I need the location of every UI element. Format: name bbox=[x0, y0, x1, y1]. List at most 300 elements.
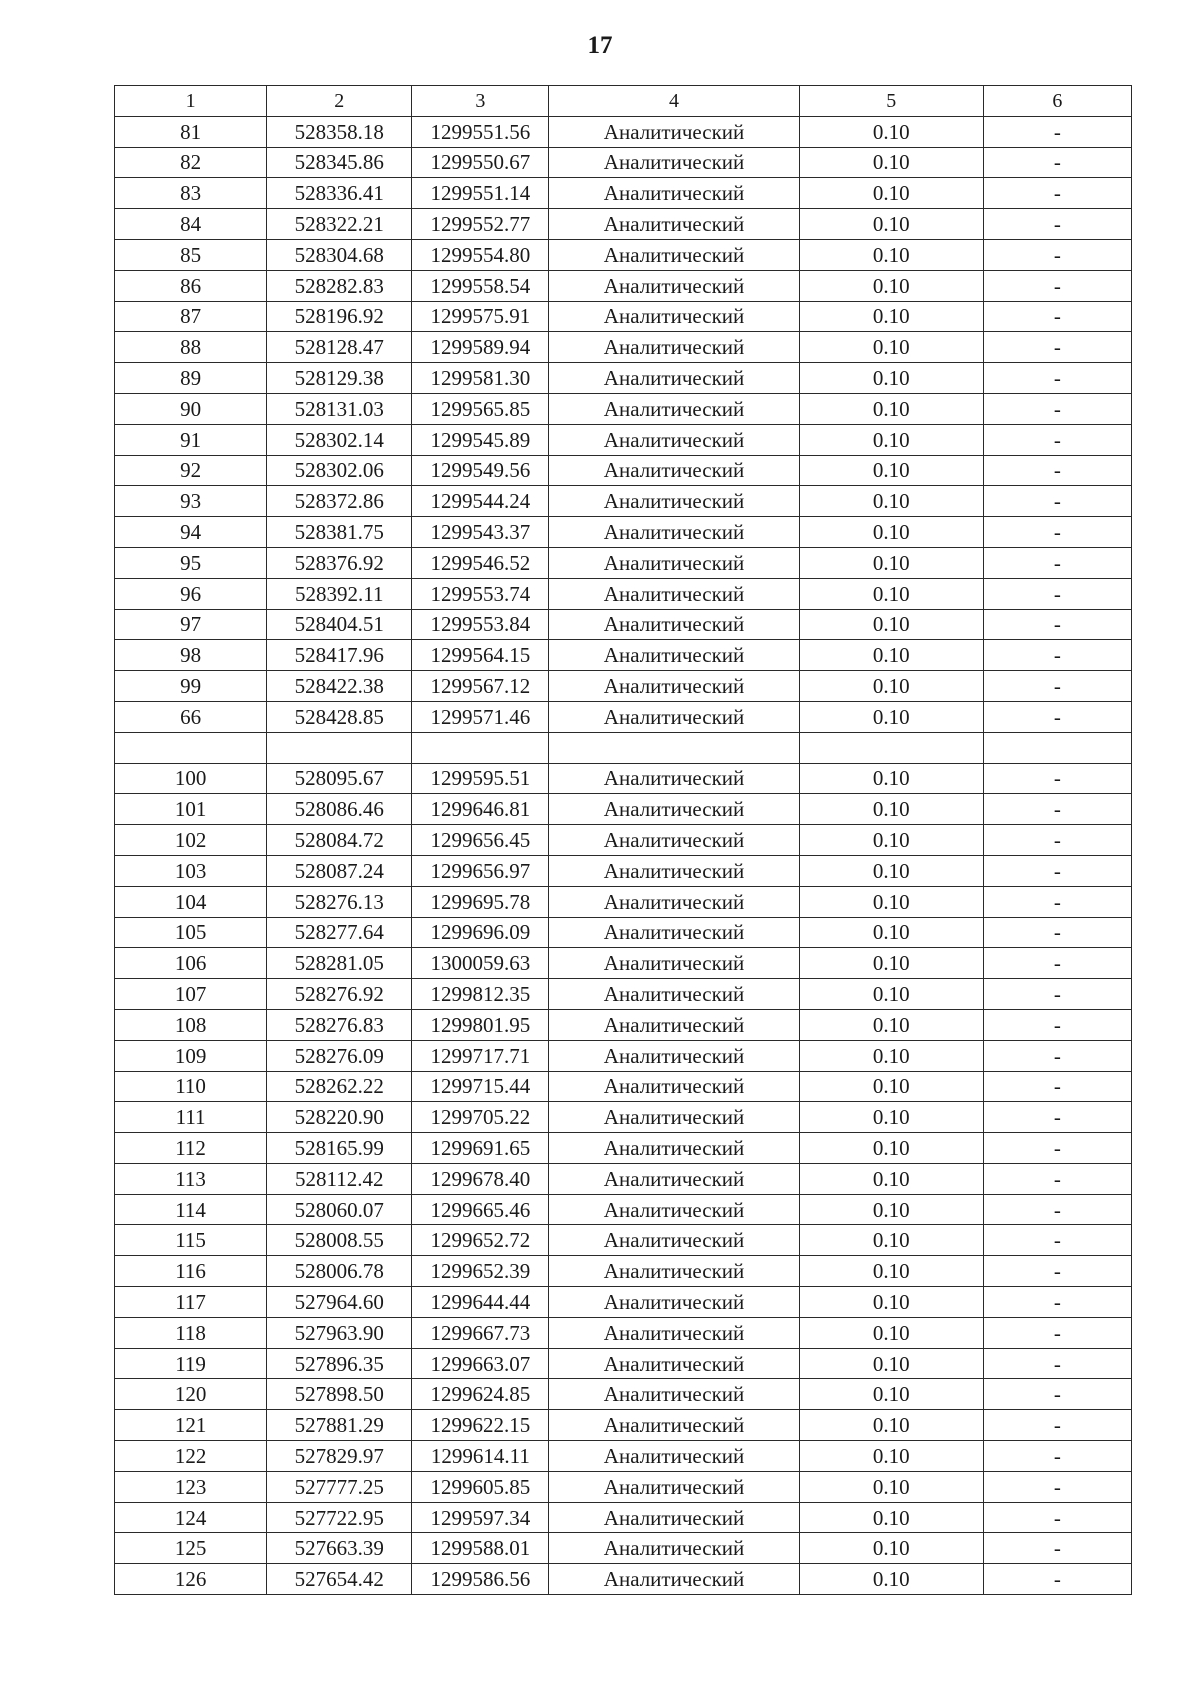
table-row bbox=[115, 1287, 1132, 1318]
note-cell: - bbox=[983, 393, 1131, 424]
table-row bbox=[115, 1502, 1132, 1533]
note-cell: - bbox=[983, 116, 1131, 147]
point-number-cell: 99 bbox=[115, 671, 267, 702]
note-cell: - bbox=[983, 1287, 1131, 1318]
table-row bbox=[115, 825, 1132, 856]
table-row bbox=[115, 1441, 1132, 1472]
table-row bbox=[115, 640, 1132, 671]
accuracy-cell: 0.10 bbox=[799, 301, 983, 332]
note-cell: - bbox=[983, 178, 1131, 209]
point-number-cell: 107 bbox=[115, 979, 267, 1010]
point-number-cell: 121 bbox=[115, 1410, 267, 1441]
point-number-cell: 82 bbox=[115, 147, 267, 178]
method-cell: Аналитический bbox=[549, 301, 799, 332]
table-row bbox=[115, 363, 1132, 394]
x-coordinate-cell: 528276.92 bbox=[267, 979, 412, 1010]
x-coordinate-cell: 527829.97 bbox=[267, 1441, 412, 1472]
note-cell: - bbox=[983, 1071, 1131, 1102]
note-cell: - bbox=[983, 1502, 1131, 1533]
table-row bbox=[115, 1071, 1132, 1102]
y-coordinate-cell: 1299663.07 bbox=[412, 1348, 549, 1379]
accuracy-cell: 0.10 bbox=[799, 1163, 983, 1194]
method-cell: Аналитический bbox=[549, 825, 799, 856]
method-cell: Аналитический bbox=[549, 1287, 799, 1318]
method-cell: Аналитический bbox=[549, 1379, 799, 1410]
accuracy-cell: 0.10 bbox=[799, 1564, 983, 1595]
accuracy-cell: 0.10 bbox=[799, 1225, 983, 1256]
x-coordinate-cell: 528008.55 bbox=[267, 1225, 412, 1256]
table-row bbox=[115, 609, 1132, 640]
y-coordinate-cell: 1299595.51 bbox=[412, 763, 549, 794]
point-number-cell: 94 bbox=[115, 517, 267, 548]
note-cell: - bbox=[983, 1348, 1131, 1379]
note-cell: - bbox=[983, 640, 1131, 671]
point-number-cell: 102 bbox=[115, 825, 267, 856]
x-coordinate-cell: 528336.41 bbox=[267, 178, 412, 209]
note-cell: - bbox=[983, 917, 1131, 948]
table-row bbox=[115, 1225, 1132, 1256]
note-cell: - bbox=[983, 517, 1131, 548]
x-coordinate-cell: 528422.38 bbox=[267, 671, 412, 702]
method-cell: Аналитический bbox=[549, 948, 799, 979]
y-coordinate-cell: 1299691.65 bbox=[412, 1133, 549, 1164]
y-coordinate-cell: 1299545.89 bbox=[412, 424, 549, 455]
y-coordinate-cell: 1299565.85 bbox=[412, 393, 549, 424]
point-number-cell: 116 bbox=[115, 1256, 267, 1287]
note-cell: - bbox=[983, 147, 1131, 178]
accuracy-cell: 0.10 bbox=[799, 1102, 983, 1133]
note-cell: - bbox=[983, 979, 1131, 1010]
note-cell: - bbox=[983, 609, 1131, 640]
method-cell: Аналитический bbox=[549, 1317, 799, 1348]
x-coordinate-cell: 527722.95 bbox=[267, 1502, 412, 1533]
method-cell: Аналитический bbox=[549, 1348, 799, 1379]
point-number-cell: 111 bbox=[115, 1102, 267, 1133]
x-coordinate-cell: 527963.90 bbox=[267, 1317, 412, 1348]
y-coordinate-cell: 1299678.40 bbox=[412, 1163, 549, 1194]
x-coordinate-cell: 528262.22 bbox=[267, 1071, 412, 1102]
table-row bbox=[115, 1102, 1132, 1133]
note-cell: - bbox=[983, 1317, 1131, 1348]
point-number-cell: 91 bbox=[115, 424, 267, 455]
point-number-cell: 115 bbox=[115, 1225, 267, 1256]
point-number-cell: 97 bbox=[115, 609, 267, 640]
column-header-1: 1 bbox=[115, 86, 267, 117]
y-coordinate-cell: 1299564.15 bbox=[412, 640, 549, 671]
page-number: 17 bbox=[587, 32, 613, 59]
point-number-cell: 85 bbox=[115, 239, 267, 270]
table-row bbox=[115, 1410, 1132, 1441]
table-row bbox=[115, 1533, 1132, 1564]
note-cell: - bbox=[983, 701, 1131, 732]
table-row bbox=[115, 917, 1132, 948]
method-cell: Аналитический bbox=[549, 855, 799, 886]
method-cell: Аналитический bbox=[549, 270, 799, 301]
table-row bbox=[115, 886, 1132, 917]
x-coordinate-cell: 528358.18 bbox=[267, 116, 412, 147]
y-coordinate-cell: 1299646.81 bbox=[412, 794, 549, 825]
y-coordinate-cell: 1299551.14 bbox=[412, 178, 549, 209]
table-row bbox=[115, 301, 1132, 332]
point-number-cell: 66 bbox=[115, 701, 267, 732]
method-cell: Аналитический bbox=[549, 671, 799, 702]
table-row bbox=[115, 547, 1132, 578]
note-cell: - bbox=[983, 1133, 1131, 1164]
x-coordinate-cell: 528276.09 bbox=[267, 1040, 412, 1071]
column-header-6: 6 bbox=[983, 86, 1131, 117]
note-cell: - bbox=[983, 825, 1131, 856]
point-number-cell: 87 bbox=[115, 301, 267, 332]
note-cell: - bbox=[983, 1379, 1131, 1410]
accuracy-cell: 0.10 bbox=[799, 1256, 983, 1287]
table-body bbox=[115, 116, 1132, 1594]
accuracy-cell: 0.10 bbox=[799, 455, 983, 486]
method-cell: Аналитический bbox=[549, 701, 799, 732]
column-header-4: 4 bbox=[549, 86, 799, 117]
accuracy-cell: 0.10 bbox=[799, 794, 983, 825]
y-coordinate-cell: 1299696.09 bbox=[412, 917, 549, 948]
accuracy-cell: 0.10 bbox=[799, 517, 983, 548]
point-number-cell: 83 bbox=[115, 178, 267, 209]
y-coordinate-cell: 1299546.52 bbox=[412, 547, 549, 578]
table-row bbox=[115, 270, 1132, 301]
note-cell: - bbox=[983, 1225, 1131, 1256]
accuracy-cell: 0.10 bbox=[799, 209, 983, 240]
accuracy-cell: 0.10 bbox=[799, 270, 983, 301]
x-coordinate-cell: 528196.92 bbox=[267, 301, 412, 332]
accuracy-cell: 0.10 bbox=[799, 1133, 983, 1164]
accuracy-cell: 0.10 bbox=[799, 363, 983, 394]
table-row bbox=[115, 1317, 1132, 1348]
point-number-cell: 109 bbox=[115, 1040, 267, 1071]
y-coordinate-cell: 1299589.94 bbox=[412, 332, 549, 363]
note-cell: - bbox=[983, 239, 1131, 270]
accuracy-cell: 0.10 bbox=[799, 979, 983, 1010]
table-row bbox=[115, 979, 1132, 1010]
method-cell: Аналитический bbox=[549, 1225, 799, 1256]
header-row bbox=[115, 86, 1132, 117]
accuracy-cell: 0.10 bbox=[799, 486, 983, 517]
table-row bbox=[115, 732, 1132, 763]
x-coordinate-cell: 527964.60 bbox=[267, 1287, 412, 1318]
accuracy-cell: 0.10 bbox=[799, 116, 983, 147]
accuracy-cell: 0.10 bbox=[799, 1379, 983, 1410]
accuracy-cell: 0.10 bbox=[799, 332, 983, 363]
table-row bbox=[115, 424, 1132, 455]
method-cell: Аналитический bbox=[549, 393, 799, 424]
table-row bbox=[115, 1194, 1132, 1225]
note-cell: - bbox=[983, 886, 1131, 917]
x-coordinate-cell: 528282.83 bbox=[267, 270, 412, 301]
point-number-cell: 125 bbox=[115, 1533, 267, 1564]
note-cell: - bbox=[983, 1163, 1131, 1194]
y-coordinate-cell: 1299665.46 bbox=[412, 1194, 549, 1225]
accuracy-cell: 0.10 bbox=[799, 1040, 983, 1071]
method-cell: Аналитический bbox=[549, 1533, 799, 1564]
accuracy-cell: 0.10 bbox=[799, 1441, 983, 1472]
method-cell: Аналитический bbox=[549, 1009, 799, 1040]
point-number-cell: 124 bbox=[115, 1502, 267, 1533]
y-coordinate-cell: 1299597.34 bbox=[412, 1502, 549, 1533]
accuracy-cell: 0.10 bbox=[799, 1009, 983, 1040]
accuracy-cell: 0.10 bbox=[799, 578, 983, 609]
coordinates-table-container bbox=[114, 85, 1132, 1595]
method-cell: Аналитический bbox=[549, 1102, 799, 1133]
accuracy-cell: 0.10 bbox=[799, 1502, 983, 1533]
method-cell: Аналитический bbox=[549, 1040, 799, 1071]
x-coordinate-cell: 528322.21 bbox=[267, 209, 412, 240]
x-coordinate-cell: 528376.92 bbox=[267, 547, 412, 578]
note-cell: - bbox=[983, 209, 1131, 240]
x-coordinate-cell: 528112.42 bbox=[267, 1163, 412, 1194]
y-coordinate-cell: 1299554.80 bbox=[412, 239, 549, 270]
point-number-cell: 114 bbox=[115, 1194, 267, 1225]
column-header-2: 2 bbox=[267, 86, 412, 117]
note-cell: - bbox=[983, 1471, 1131, 1502]
accuracy-cell: 0.10 bbox=[799, 1410, 983, 1441]
y-coordinate-cell: 1299812.35 bbox=[412, 979, 549, 1010]
accuracy-cell: 0.10 bbox=[799, 1348, 983, 1379]
x-coordinate-cell: 528131.03 bbox=[267, 393, 412, 424]
x-coordinate-cell: 528277.64 bbox=[267, 917, 412, 948]
note-cell: - bbox=[983, 424, 1131, 455]
accuracy-cell: 0.10 bbox=[799, 640, 983, 671]
method-cell: Аналитический bbox=[549, 1502, 799, 1533]
y-coordinate-cell: 1299717.71 bbox=[412, 1040, 549, 1071]
point-number-cell: 120 bbox=[115, 1379, 267, 1410]
point-number-cell: 123 bbox=[115, 1471, 267, 1502]
y-coordinate-cell: 1299656.45 bbox=[412, 825, 549, 856]
y-coordinate-cell: 1299652.72 bbox=[412, 1225, 549, 1256]
note-cell: - bbox=[983, 1102, 1131, 1133]
note-cell bbox=[983, 732, 1131, 763]
note-cell: - bbox=[983, 363, 1131, 394]
table-row bbox=[115, 1163, 1132, 1194]
method-cell bbox=[549, 732, 799, 763]
point-number-cell: 98 bbox=[115, 640, 267, 671]
point-number-cell: 104 bbox=[115, 886, 267, 917]
point-number-cell: 92 bbox=[115, 455, 267, 486]
point-number-cell: 90 bbox=[115, 393, 267, 424]
point-number-cell: 101 bbox=[115, 794, 267, 825]
method-cell: Аналитический bbox=[549, 979, 799, 1010]
accuracy-cell: 0.10 bbox=[799, 147, 983, 178]
x-coordinate-cell: 527777.25 bbox=[267, 1471, 412, 1502]
y-coordinate-cell: 1299552.77 bbox=[412, 209, 549, 240]
accuracy-cell: 0.10 bbox=[799, 671, 983, 702]
x-coordinate-cell: 527663.39 bbox=[267, 1533, 412, 1564]
point-number-cell: 86 bbox=[115, 270, 267, 301]
x-coordinate-cell: 528128.47 bbox=[267, 332, 412, 363]
table-row bbox=[115, 1009, 1132, 1040]
accuracy-cell: 0.10 bbox=[799, 763, 983, 794]
y-coordinate-cell: 1299586.56 bbox=[412, 1564, 549, 1595]
y-coordinate-cell: 1299553.74 bbox=[412, 578, 549, 609]
table-row bbox=[115, 455, 1132, 486]
note-cell: - bbox=[983, 486, 1131, 517]
y-coordinate-cell: 1299558.54 bbox=[412, 270, 549, 301]
point-number-cell: 95 bbox=[115, 547, 267, 578]
method-cell: Аналитический bbox=[549, 1410, 799, 1441]
y-coordinate-cell: 1299605.85 bbox=[412, 1471, 549, 1502]
point-number-cell: 106 bbox=[115, 948, 267, 979]
table-row bbox=[115, 578, 1132, 609]
accuracy-cell bbox=[799, 732, 983, 763]
accuracy-cell: 0.10 bbox=[799, 855, 983, 886]
accuracy-cell: 0.10 bbox=[799, 886, 983, 917]
note-cell: - bbox=[983, 1410, 1131, 1441]
table-row bbox=[115, 1040, 1132, 1071]
accuracy-cell: 0.10 bbox=[799, 1317, 983, 1348]
note-cell: - bbox=[983, 1009, 1131, 1040]
x-coordinate-cell: 528165.99 bbox=[267, 1133, 412, 1164]
y-coordinate-cell: 1299588.01 bbox=[412, 1533, 549, 1564]
y-coordinate-cell: 1299567.12 bbox=[412, 671, 549, 702]
point-number-cell: 110 bbox=[115, 1071, 267, 1102]
x-coordinate-cell: 528428.85 bbox=[267, 701, 412, 732]
x-coordinate-cell: 528417.96 bbox=[267, 640, 412, 671]
table-row bbox=[115, 701, 1132, 732]
point-number-cell: 81 bbox=[115, 116, 267, 147]
note-cell: - bbox=[983, 948, 1131, 979]
method-cell: Аналитический bbox=[549, 424, 799, 455]
x-coordinate-cell: 528281.05 bbox=[267, 948, 412, 979]
method-cell: Аналитический bbox=[549, 1133, 799, 1164]
table-row bbox=[115, 948, 1132, 979]
y-coordinate-cell: 1299571.46 bbox=[412, 701, 549, 732]
point-number-cell: 126 bbox=[115, 1564, 267, 1595]
table-row bbox=[115, 1256, 1132, 1287]
table-row bbox=[115, 486, 1132, 517]
accuracy-cell: 0.10 bbox=[799, 239, 983, 270]
table-row bbox=[115, 147, 1132, 178]
table-row bbox=[115, 1564, 1132, 1595]
y-coordinate-cell: 1299581.30 bbox=[412, 363, 549, 394]
x-coordinate-cell: 527898.50 bbox=[267, 1379, 412, 1410]
method-cell: Аналитический bbox=[549, 517, 799, 548]
y-coordinate-cell: 1299801.95 bbox=[412, 1009, 549, 1040]
coordinates-table bbox=[114, 85, 1132, 1595]
method-cell: Аналитический bbox=[549, 239, 799, 270]
y-coordinate-cell: 1299622.15 bbox=[412, 1410, 549, 1441]
table-row bbox=[115, 855, 1132, 886]
note-cell: - bbox=[983, 1040, 1131, 1071]
method-cell: Аналитический bbox=[549, 1564, 799, 1595]
x-coordinate-cell: 528060.07 bbox=[267, 1194, 412, 1225]
table-row bbox=[115, 116, 1132, 147]
method-cell: Аналитический bbox=[549, 917, 799, 948]
point-number-cell: 100 bbox=[115, 763, 267, 794]
y-coordinate-cell: 1299553.84 bbox=[412, 609, 549, 640]
accuracy-cell: 0.10 bbox=[799, 917, 983, 948]
y-coordinate-cell: 1299656.97 bbox=[412, 855, 549, 886]
x-coordinate-cell: 528304.68 bbox=[267, 239, 412, 270]
y-coordinate-cell: 1299644.44 bbox=[412, 1287, 549, 1318]
x-coordinate-cell: 528372.86 bbox=[267, 486, 412, 517]
y-coordinate-cell: 1299667.73 bbox=[412, 1317, 549, 1348]
point-number-cell: 93 bbox=[115, 486, 267, 517]
method-cell: Аналитический bbox=[549, 1256, 799, 1287]
method-cell: Аналитический bbox=[549, 1163, 799, 1194]
point-number-cell: 112 bbox=[115, 1133, 267, 1164]
point-number-cell: 88 bbox=[115, 332, 267, 363]
table-row bbox=[115, 332, 1132, 363]
point-number-cell: 84 bbox=[115, 209, 267, 240]
method-cell: Аналитический bbox=[549, 763, 799, 794]
table-row bbox=[115, 393, 1132, 424]
x-coordinate-cell: 528345.86 bbox=[267, 147, 412, 178]
point-number-cell: 118 bbox=[115, 1317, 267, 1348]
accuracy-cell: 0.10 bbox=[799, 1287, 983, 1318]
note-cell: - bbox=[983, 578, 1131, 609]
point-number-cell: 108 bbox=[115, 1009, 267, 1040]
point-number-cell: 113 bbox=[115, 1163, 267, 1194]
method-cell: Аналитический bbox=[549, 886, 799, 917]
y-coordinate-cell: 1299715.44 bbox=[412, 1071, 549, 1102]
note-cell: - bbox=[983, 1564, 1131, 1595]
note-cell: - bbox=[983, 332, 1131, 363]
method-cell: Аналитический bbox=[549, 1441, 799, 1472]
method-cell: Аналитический bbox=[549, 147, 799, 178]
method-cell: Аналитический bbox=[549, 547, 799, 578]
x-coordinate-cell: 528095.67 bbox=[267, 763, 412, 794]
note-cell: - bbox=[983, 301, 1131, 332]
y-coordinate-cell: 1299695.78 bbox=[412, 886, 549, 917]
x-coordinate-cell: 528006.78 bbox=[267, 1256, 412, 1287]
x-coordinate-cell: 528381.75 bbox=[267, 517, 412, 548]
method-cell: Аналитический bbox=[549, 455, 799, 486]
table-row bbox=[115, 794, 1132, 825]
accuracy-cell: 0.10 bbox=[799, 701, 983, 732]
method-cell: Аналитический bbox=[549, 794, 799, 825]
table-row bbox=[115, 209, 1132, 240]
accuracy-cell: 0.10 bbox=[799, 1533, 983, 1564]
method-cell: Аналитический bbox=[549, 178, 799, 209]
point-number-cell: 105 bbox=[115, 917, 267, 948]
x-coordinate-cell bbox=[267, 732, 412, 763]
y-coordinate-cell: 1299549.56 bbox=[412, 455, 549, 486]
point-number-cell: 103 bbox=[115, 855, 267, 886]
method-cell: Аналитический bbox=[549, 1471, 799, 1502]
accuracy-cell: 0.10 bbox=[799, 948, 983, 979]
note-cell: - bbox=[983, 455, 1131, 486]
point-number-cell bbox=[115, 732, 267, 763]
point-number-cell: 122 bbox=[115, 1441, 267, 1472]
column-header-3: 3 bbox=[412, 86, 549, 117]
y-coordinate-cell: 1299551.56 bbox=[412, 116, 549, 147]
x-coordinate-cell: 528086.46 bbox=[267, 794, 412, 825]
accuracy-cell: 0.10 bbox=[799, 1471, 983, 1502]
x-coordinate-cell: 528220.90 bbox=[267, 1102, 412, 1133]
x-coordinate-cell: 528302.14 bbox=[267, 424, 412, 455]
table-row bbox=[115, 1348, 1132, 1379]
method-cell: Аналитический bbox=[549, 363, 799, 394]
column-header-5: 5 bbox=[799, 86, 983, 117]
x-coordinate-cell: 527881.29 bbox=[267, 1410, 412, 1441]
table-row bbox=[115, 671, 1132, 702]
method-cell: Аналитический bbox=[549, 578, 799, 609]
method-cell: Аналитический bbox=[549, 116, 799, 147]
table-row bbox=[115, 1471, 1132, 1502]
method-cell: Аналитический bbox=[549, 1194, 799, 1225]
x-coordinate-cell: 528084.72 bbox=[267, 825, 412, 856]
accuracy-cell: 0.10 bbox=[799, 825, 983, 856]
point-number-cell: 96 bbox=[115, 578, 267, 609]
note-cell: - bbox=[983, 1533, 1131, 1564]
table-row bbox=[115, 178, 1132, 209]
y-coordinate-cell: 1299705.22 bbox=[412, 1102, 549, 1133]
table-row bbox=[115, 1379, 1132, 1410]
